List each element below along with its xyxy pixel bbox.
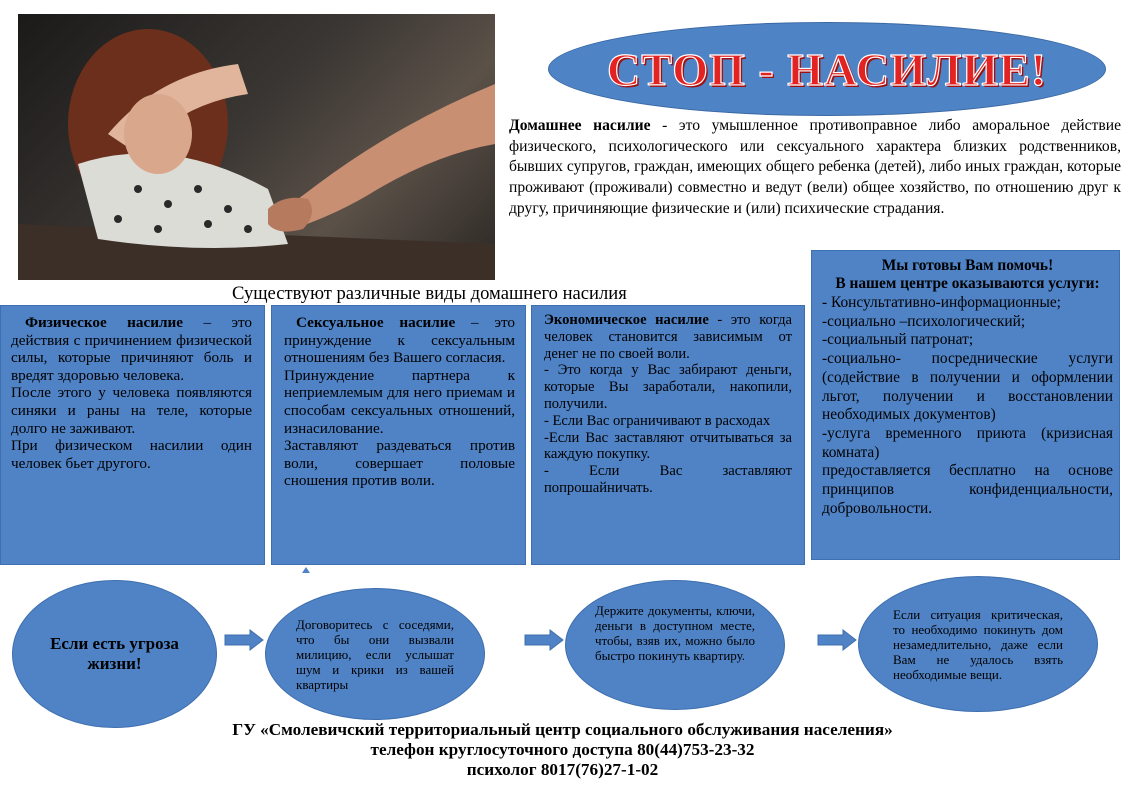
definition-text: - это умышленное противоправное либо аморальное действие физического, психологического или сексуального характера близких родственников, бывших супругов, граждан, имеющих общего ребенка (детей), либо иных граждан, которые проживают (проживали) совместно и ведут (вели) общее хозяйство, по отношению друг к другу, причиняющие физические и (или) психические страдания.	[509, 117, 1121, 217]
violence-types-heading: Существуют различные виды домашнего насилия	[232, 283, 627, 304]
services-heading-1: Мы готовы Вам помочь!	[881, 257, 1054, 274]
page-title: СТОП - НАСИЛИЕ!	[607, 43, 1047, 95]
sexual-term: Сексуальное насилие	[296, 314, 456, 331]
definition-term: Домашнее насилие	[509, 117, 651, 134]
footer-contacts	[0, 720, 1135, 779]
services-item: - Консультативно-информационные;	[822, 294, 1061, 311]
footer-phone: телефон круглосуточного доступа 80(44)753-23-32	[370, 739, 755, 759]
sexual-intro-text: – это принуждение к сексуальным отношениям без Вашего согласия.	[284, 314, 515, 367]
services-list	[822, 294, 1113, 518]
footer-psychologist: психолог 8017(76)27-1-02	[466, 759, 659, 779]
economic-item: - Если Вас заставляют попрошайничать.	[544, 463, 792, 496]
small-triangle-mark	[302, 567, 310, 573]
physical-term: Физическое насилие	[25, 314, 184, 331]
physical-p2: После этого у человека появляются синяки и раны на теле, которые долго не заживают.	[11, 384, 252, 437]
sexual-p3: Заставляют раздеваться против воли, совершает половые сношения против воли.	[284, 437, 515, 490]
services-item: предоставляется бесплатно на основе принципов конфиденциальности, добровольности.	[822, 462, 1113, 517]
physical-violence-box	[0, 305, 265, 565]
step-circle-leave	[858, 576, 1098, 712]
services-item: -услуга временного приюта (кризисная комната)	[822, 424, 1113, 461]
physical-p3: При физическом насилии один человек бьет другого.	[11, 437, 252, 472]
economic-item: - Это когда у Вас забирают деньги, которые Вы заработали, накопили, получили.	[544, 362, 792, 412]
footer-organization: ГУ «Смолевичский территориальный центр социального обслуживания населения»	[232, 720, 893, 739]
economic-intro-text: - это когда человек становится зависимым от денег не по своей воли.	[544, 312, 793, 362]
right-arrow-icon	[817, 629, 857, 651]
services-item: -социально –психологический;	[822, 312, 1026, 330]
step-circle-documents	[565, 580, 785, 710]
services-box	[811, 250, 1120, 560]
physical-intro-text: – это действия с причинением физической силы, которые причиняют боль и вредят здоровью человека.	[11, 314, 252, 384]
step-documents-text: Держите документы, ключи, деньги в доступном месте, чтобы, взяв их, можно было быстро покинуть квартиру.	[595, 603, 755, 663]
step-threat-text: Если есть угроза жизни!	[50, 634, 179, 673]
photo-illustration	[18, 14, 495, 280]
services-item: -социальный патронат;	[822, 331, 974, 349]
right-arrow-icon	[224, 629, 264, 651]
economic-intro	[544, 312, 792, 362]
step-neighbors-text: Договоритесь с соседями, что бы они вызвали милицию, если услышат шум и крики из вашей квартиры	[296, 616, 454, 692]
economic-violence-box	[531, 305, 805, 565]
economic-item: - Если Вас ограничивают в расходах	[544, 412, 771, 429]
step-circle-threat	[12, 580, 217, 728]
sexual-intro	[284, 314, 515, 367]
step-leave-text: Если ситуация критическая, то необходимо покинуть дом незамедлительно, даже если Вам не удалось взять необходимые вещи.	[893, 606, 1063, 682]
services-heading-2: В нашем центре оказываются услуги:	[835, 275, 1100, 292]
step-circle-neighbors	[265, 588, 485, 720]
title-banner	[548, 22, 1106, 116]
services-item: -социально- посреднические услуги (содействие в получении и оформлении льгот, получении и восстановлении необходимых документов)	[822, 350, 1113, 424]
sexual-violence-box	[271, 305, 526, 565]
physical-intro	[11, 314, 252, 384]
economic-item: -Если Вас заставляют отчитываться за каждую покупку.	[544, 429, 792, 463]
definition-paragraph	[509, 116, 1121, 220]
right-arrow-icon	[524, 629, 564, 651]
domestic-violence-photo	[18, 14, 495, 280]
economic-term: Экономическое насилие	[544, 312, 709, 328]
sexual-p2: Принуждение партнера к неприемлемым для него приемам и способам сексуальных отношений, изнасилование.	[284, 366, 515, 437]
